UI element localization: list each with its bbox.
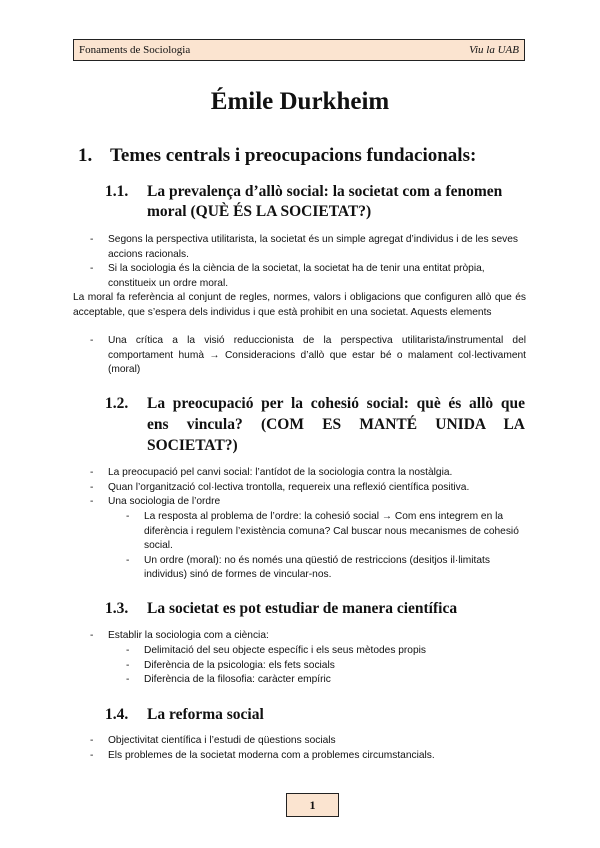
section-1-2-title-line2: ens vincula? (COM ES MANTÉ UNIDA LA	[147, 416, 525, 433]
section-1-1-bullets	[90, 233, 526, 291]
section-1-3-title: La societat es pot estudiar de manera científica	[147, 600, 458, 617]
section-1-1-paragraph: La moral fa referència al conjunt de regles, normes, valors i obligacions que configuren allò que és acceptable, que s’espera dels individus i que està prohibit en una societat. Aquests elements	[73, 292, 526, 318]
section-1-4-number: 1.4.	[105, 706, 129, 723]
list-item: - La preocupació pel canvi social: l’antídot de la sociologia contra la nostàlgia.	[90, 466, 526, 481]
list-item: - Objectivitat científica i l’estudi de qüestions socials	[90, 734, 526, 749]
list-item: - Si la sociologia és la ciència de la societat, la societat ha de tenir una entitat pròpia, constitueix un ordre moral.	[90, 262, 526, 291]
section-1-3-subbullets	[126, 644, 526, 688]
list-item: - Diferència de la filosofia: caràcter empíric	[126, 673, 526, 688]
section-1-1-heading	[105, 182, 525, 222]
section-1-heading	[78, 145, 476, 167]
section-1-1-title-line2: moral (QUÈ ÉS LA SOCIETAT?)	[147, 203, 372, 220]
list-item: - Segons la perspectiva utilitarista, la societat és un simple agregat d’individus i de les seves accions racionals.	[90, 233, 526, 262]
list-item: - Quan l’organització col·lectiva trontolla, requereix una reflexió científica positiva.	[90, 481, 526, 496]
list-item: - Establir la sociologia com a ciència:	[90, 629, 526, 644]
section-1-1-bullets-2	[90, 334, 526, 378]
section-1-4-heading	[105, 705, 525, 725]
section-1-2-heading	[105, 394, 525, 456]
section-1-number: 1.	[78, 145, 93, 166]
section-1-3-bullets	[90, 629, 526, 644]
section-1-3-number: 1.3.	[105, 600, 129, 617]
section-1-2-title-line3: SOCIETAT?)	[147, 437, 238, 454]
section-1-2-title-line1: La preocupació per la cohesió social: què és allò que	[147, 395, 525, 412]
section-1-4-title: La reforma social	[147, 706, 264, 723]
list-item: - Diferència de la psicologia: els fets socials	[126, 659, 526, 674]
running-header	[73, 39, 525, 61]
section-1-3-heading	[105, 599, 525, 619]
list-item: - La resposta al problema de l’ordre: la cohesió social → Com ens integrem en la diferència i regulem l’existència comuna? Cal buscar nous mecanismes de cohesió social.	[126, 510, 526, 554]
list-item: - Els problemes de la societat moderna com a problemes circumstancials.	[90, 749, 526, 764]
list-item: - Delimitació del seu objecte específic i els seus mètodes propis	[126, 644, 526, 659]
section-1-1-number: 1.1.	[105, 183, 129, 200]
header-source: Viu la UAB	[469, 44, 519, 56]
section-1-4-bullets	[90, 734, 526, 763]
list-item: - Una crítica a la visió reduccionista de la perspectiva utilitarista/instrumental del comportament humà → Consideracions d’allò que estar bé o malament col·lectivament (moral)	[90, 334, 526, 378]
section-1-2-number: 1.2.	[105, 395, 129, 412]
page-number: 1	[286, 793, 339, 817]
section-1-1-title-line1: La prevalença d’allò social: la societat com a fenomen	[147, 183, 503, 200]
list-item: - Un ordre (moral): no és només una qüestió de restriccions (desitjos il·limitats individus) sinó de formes de vincular-nos.	[126, 554, 526, 583]
list-item: - Una sociologia de l’ordre	[90, 495, 526, 510]
header-course-title: Fonaments de Sociologia	[79, 44, 191, 56]
section-1-title: Temes centrals i preocupacions fundacionals:	[110, 145, 477, 166]
section-1-2-subbullets	[126, 510, 526, 583]
page-title: Émile Durkheim	[210, 88, 390, 115]
section-1-2-bullets	[90, 466, 526, 510]
